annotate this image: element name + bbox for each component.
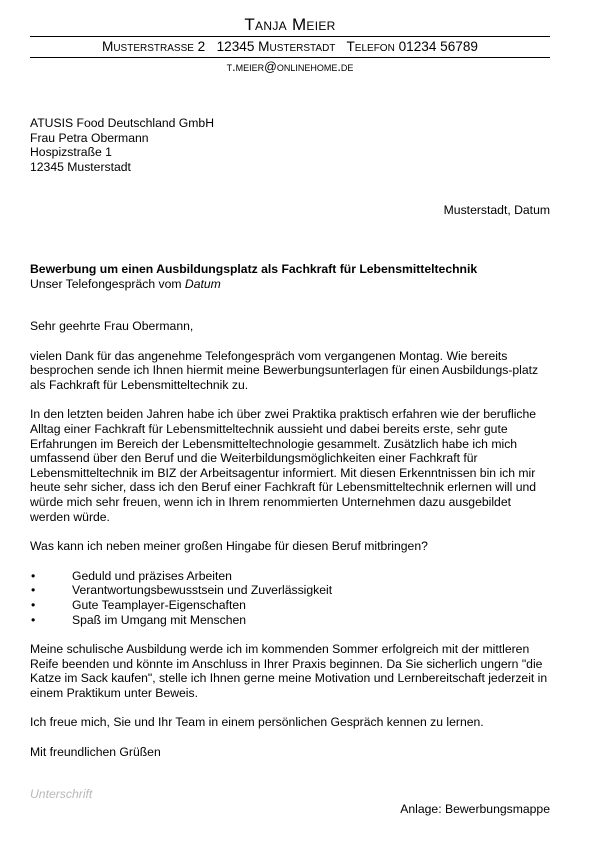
paragraph-question: Was kann ich neben meiner großen Hingabe für diesen Beruf mitbringen?	[30, 539, 428, 554]
recipient-street: Hospizstraße 1	[30, 145, 112, 160]
place-date: Musterstadt, Datum	[443, 203, 550, 217]
paragraph-interview: Ich freue mich, Sie und Ihr Team in einem persönlichen Gespräch kennen zu lernen.	[30, 715, 484, 730]
recipient-contact: Frau Petra Obermann	[30, 130, 149, 145]
subject-reference-date: Datum	[184, 276, 221, 291]
bullet-icon: •	[31, 597, 36, 612]
list-item-text: Gute Teamplayer-Eigenschaften	[72, 597, 246, 612]
list-item-text: Geduld und präzises Arbeiten	[72, 568, 232, 583]
bullet-icon: •	[31, 583, 36, 598]
list-item-text: Verantwortungsbewusstsein und Zuverlässigkeit	[72, 583, 333, 598]
paragraph-intro: vielen Dank für das angenehme Telefongespräch vom vergangenen Montag. Wie bereits besprochen sende ich Ihnen hiermit meine Bewerbungsunterlagen für einen Ausbildungs-platz als Fachkraft für Lebensmitteltechnik zu.	[30, 348, 539, 392]
letterhead	[30, 14, 550, 76]
sender-name: Tanja Meier	[244, 15, 336, 34]
salutation: Sehr geehrte Frau Obermann,	[30, 319, 194, 333]
signature-placeholder: Unterschrift	[30, 787, 93, 801]
list-item	[30, 598, 550, 613]
recipient-address	[30, 116, 214, 174]
recipient-city: 12345 Musterstadt	[30, 159, 131, 174]
bullet-icon: •	[31, 568, 36, 583]
sender-address-line: Musterstrasse 2 12345 Musterstadt Telefon 01234 56789	[102, 39, 478, 54]
list-item	[30, 583, 550, 598]
list-item	[30, 613, 550, 628]
subject-reference	[30, 277, 550, 292]
bullet-icon: •	[31, 612, 36, 627]
qualities-list	[30, 569, 550, 627]
sender-email: t.meier@onlinehome.de	[226, 60, 354, 74]
paragraph-experience: In den letzten beiden Jahren habe ich über zwei Praktika praktisch erfahren wie der berufliche Alltag einer Fachkraft für Lebensmitteltechnik aussieht und dabei bereits erste, sehr gute Erfahrungen im Bereich der Lebensmitteltechnologie gesammelt. Zusätzlich habe ich mich umfassend über den Beruf und die Weiterbildungsmöglichkeiten einer Fachkraft für Lebensmitteltechnik im BIZ der Arbeitsagentur informiert. Mit diesen Erkenntnissen bin ich mir heute sehr sicher, dass ich den Beruf einer Fachkraft für Lebensmitteltechnik erlernen will und würde mich sehr freuen, wenn ich in Ihrem renommierten Unternehmen dazu ausgebildet werden würde.	[30, 407, 537, 524]
recipient-company: ATUSIS Food Deutschland GmbH	[30, 116, 215, 130]
paragraph-education: Meine schulische Ausbildung werde ich im kommenden Sommer erfolgreich mit der mittleren Reife beenden und könnte im Anschluss in Ihrer Praxis beginnen. Da Sie sicherlich ungern "die Katze im Sack kaufen", stelle ich Ihnen gerne meine Motivation und Lernbereitschaft jederzeit in einem Praktikum unter Beweis.	[30, 642, 548, 700]
subject-title: Bewerbung um einen Ausbildungsplatz als Fachkraft für Lebensmitteltechnik	[30, 262, 478, 276]
letter-body	[30, 319, 550, 760]
subject-block	[30, 262, 550, 291]
list-item-text: Spaß im Umgang mit Menschen	[72, 612, 247, 627]
subject-reference-prefix: Unser Telefongespräch vom	[30, 276, 185, 291]
list-item	[30, 569, 550, 584]
letterhead-bottom-rule	[30, 57, 550, 58]
closing-phrase: Mit freundlichen Grüßen	[30, 745, 161, 760]
enclosure-note: Anlage: Bewerbungsmappe	[400, 802, 550, 816]
